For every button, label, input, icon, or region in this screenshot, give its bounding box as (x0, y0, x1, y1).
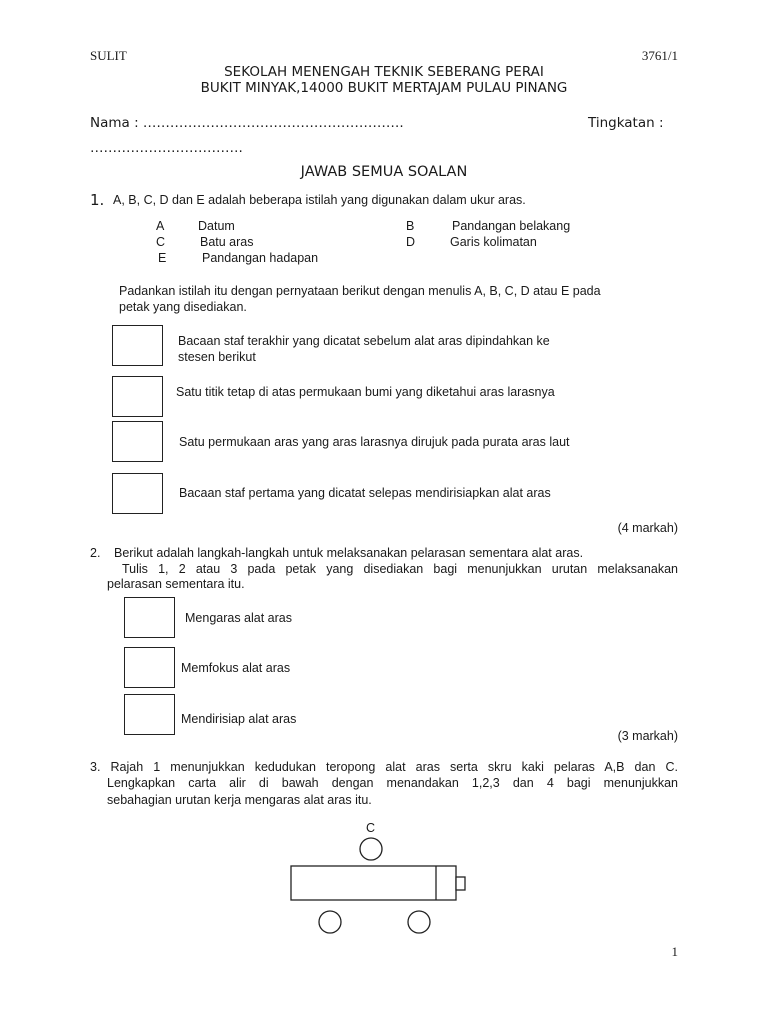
q1-option-text: Pandangan hadapan (202, 251, 319, 265)
q1-answer-box-1[interactable] (112, 325, 163, 366)
q1-option-text: Batu aras (200, 235, 254, 249)
tingkatan-dots: ……………………………. (90, 140, 243, 156)
q1-option-letter: D (406, 235, 416, 249)
q1-option-letter: C (156, 235, 166, 249)
q1-statement-1-cont: stesen berikut (178, 350, 256, 364)
q1-marks: (4 markah) (617, 521, 678, 535)
levelling-screw-b (408, 911, 430, 933)
q1-statement-3: Satu permukaan aras yang aras larasnya dirujuk pada purata aras laut (179, 435, 570, 449)
q2-marks: (3 markah) (617, 729, 678, 743)
q1-option-text: Garis kolimatan (450, 235, 537, 249)
q1-option-text: Datum (198, 219, 235, 233)
name-field: Nama : …………………………………………………. (90, 115, 404, 131)
q1-number: 1. (90, 191, 105, 209)
levelling-screw-c (360, 838, 382, 860)
q1-option-text: Pandangan belakang (452, 219, 571, 233)
school-name: SEKOLAH MENENGAH TEKNIK SEBERANG PERAI (224, 64, 544, 80)
q2-step-1: Mengaras alat aras (185, 611, 293, 625)
q1-answer-box-2[interactable] (112, 376, 163, 417)
q1-option-letter: E (158, 251, 167, 265)
q1-statement-4: Bacaan staf pertama yang dicatat selepas mendirisiapkan alat aras (179, 486, 551, 500)
q2-instruction-cont: pelarasan sementara itu. (107, 577, 245, 591)
telescope-eyepiece (456, 877, 465, 890)
header-classification: SULIT (90, 48, 127, 63)
q1-statement-1: Bacaan staf terakhir yang dicatat sebelum alat aras dipindahkan ke (178, 334, 550, 348)
page-number: 1 (671, 944, 678, 959)
q2-step-3: Mendirisiap alat aras (181, 712, 297, 726)
q2-answer-box-2[interactable] (124, 647, 175, 688)
q1-statement-2: Satu titik tetap di atas permukaan bumi yang diketahui aras larasnya (176, 385, 555, 399)
school-address: BUKIT MINYAK,14000 BUKIT MERTAJAM PULAU PINANG (200, 80, 568, 96)
q2-number: 2. (90, 546, 101, 560)
q3-instruction: Lengkapkan carta alir di bawah dengan menandakan 1,2,3 dan 4 bagi menunjukkan (107, 776, 678, 790)
q1-option-letter: A (156, 219, 165, 233)
header-paper-code: 3761/1 (641, 48, 678, 63)
q1-matching-instruction: Padankan istilah itu dengan pernyataan berikut dengan menulis A, B, C, D atau E pada (119, 284, 601, 298)
q2-intro: Berikut adalah langkah-langkah untuk melaksanakan pelarasan sementara alat aras. (114, 546, 584, 560)
diagram-label-c: C (366, 821, 376, 835)
q3-instruction-cont: sebahagian urutan kerja mengaras alat aras itu. (107, 793, 372, 807)
q2-answer-box-1[interactable] (124, 597, 175, 638)
q1-intro: A, B, C, D dan E adalah beberapa istilah yang digunakan dalam ukur aras. (113, 193, 526, 207)
q1-matching-instruction-cont: petak yang disediakan. (119, 300, 247, 314)
tingkatan-label: Tingkatan : (588, 115, 664, 131)
level-instrument-diagram (280, 830, 480, 940)
q1-answer-box-4[interactable] (112, 473, 163, 514)
q1-option-letter: B (406, 219, 415, 233)
levelling-screw-a (319, 911, 341, 933)
telescope-body (291, 866, 456, 900)
q1-answer-box-3[interactable] (112, 421, 163, 462)
q2-instruction: Tulis 1, 2 atau 3 pada petak yang disediakan bagi menunjukkan urutan melaksanakan (122, 562, 678, 576)
q3-intro: 3. Rajah 1 menunjukkan kedudukan teropong alat aras serta skru kaki pelaras A,B dan C. (90, 760, 678, 774)
q2-answer-box-3[interactable] (124, 694, 175, 735)
answer-all-instruction: JAWAB SEMUA SOALAN (300, 164, 468, 180)
q2-step-2: Memfokus alat aras (181, 661, 291, 675)
